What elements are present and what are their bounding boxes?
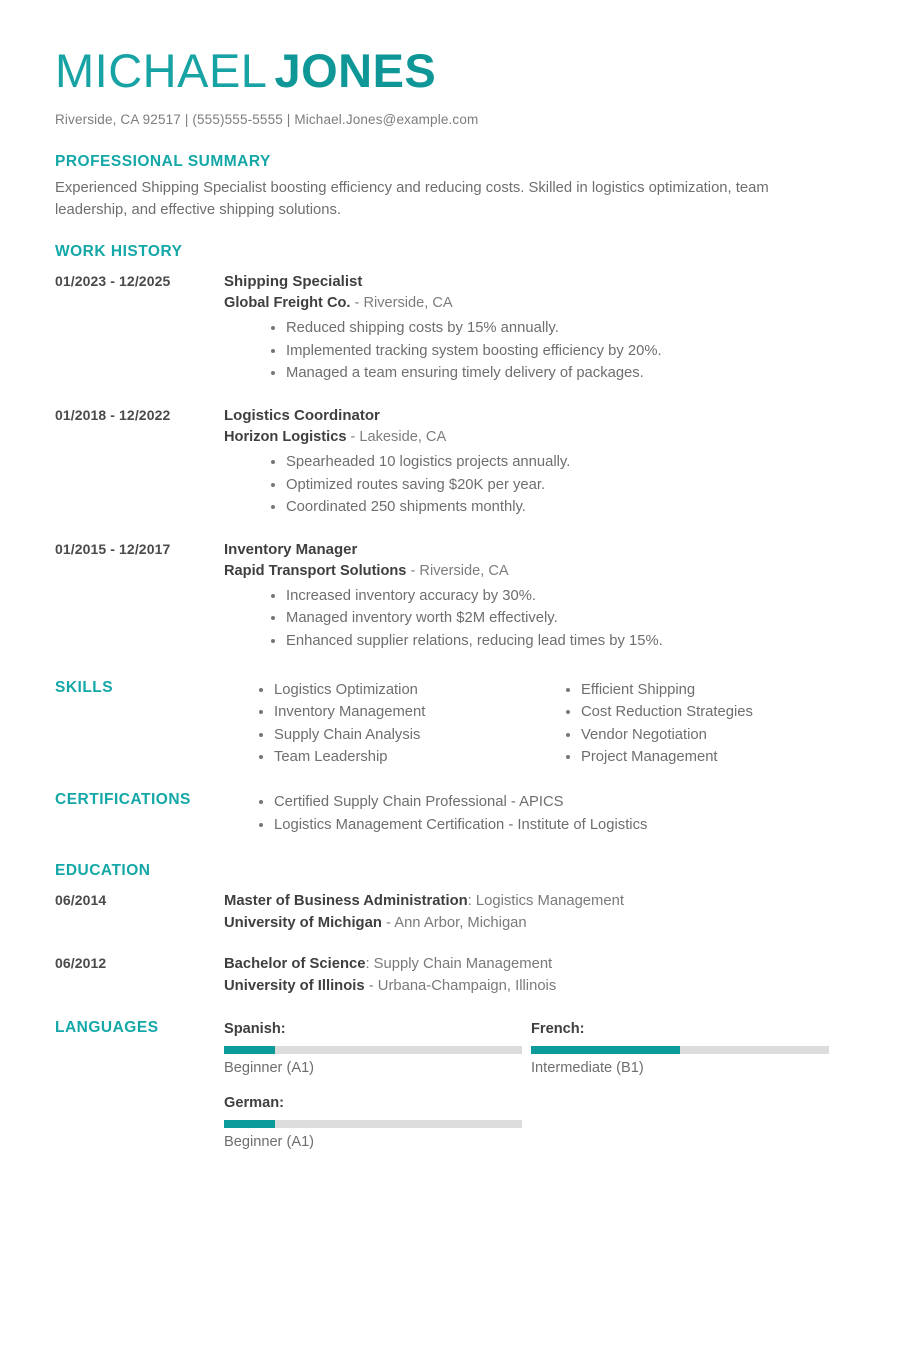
work-entry — [0, 271, 900, 385]
education-date: 06/2012 — [55, 954, 107, 971]
language-proficiency-bar — [224, 1046, 522, 1054]
list-item: Vendor Negotiation — [565, 724, 838, 747]
work-details — [224, 271, 845, 385]
work-dates: 01/2023 - 12/2025 — [55, 273, 171, 290]
list-item: Managed a team ensuring timely delivery of packages. — [270, 362, 845, 385]
work-heading-label: WORK HISTORY — [55, 243, 183, 261]
certifications-list — [224, 791, 845, 836]
language-proficiency-fill — [224, 1046, 275, 1054]
skills-heading-column — [55, 679, 224, 770]
list-item: Logistics Management Certification - Institute of Logistics — [258, 814, 845, 837]
job-title: Inventory Manager — [224, 540, 358, 558]
list-item: Increased inventory accuracy by 30%. — [270, 585, 845, 608]
candidate-name — [55, 46, 845, 96]
list-item: Logistics Optimization — [258, 679, 531, 702]
education-details — [224, 890, 845, 934]
section-heading-education — [0, 862, 900, 880]
education-heading-label: EDUCATION — [55, 862, 151, 880]
school-location: - Urbana-Champaign, Illinois — [364, 977, 557, 994]
job-bullets — [224, 317, 845, 385]
section-heading-summary — [0, 153, 900, 171]
education-details — [224, 953, 845, 997]
language-proficiency-bar — [224, 1120, 522, 1128]
language-proficiency-fill — [224, 1120, 275, 1128]
language-name: Spanish: — [224, 1021, 286, 1038]
list-item: Enhanced supplier relations, reducing lead times by 15%. — [270, 630, 845, 653]
language-proficiency-fill — [531, 1046, 680, 1054]
language-proficiency-bar — [531, 1046, 829, 1054]
list-item: Efficient Shipping — [565, 679, 838, 702]
language-item — [224, 1093, 531, 1153]
summary-text: Experienced Shipping Specialist boosting efficiency and reducing costs. Skilled in logistics optimization, team leadership, and effective shipping solutions. — [55, 179, 769, 218]
language-item — [531, 1019, 838, 1079]
certifications-heading-column — [55, 791, 224, 836]
work-details — [224, 539, 845, 653]
education-entry — [0, 890, 900, 934]
job-bullets — [224, 585, 845, 653]
languages-section — [0, 1019, 900, 1167]
skills-list-1 — [224, 679, 531, 770]
list-item: Inventory Management — [258, 701, 531, 724]
company-name: Global Freight Co. — [224, 294, 351, 311]
list-item: Spearheaded 10 logistics projects annually. — [270, 451, 845, 474]
skills-columns — [224, 679, 845, 770]
skills-column-1 — [224, 679, 531, 770]
last-name: JONES — [274, 44, 437, 97]
list-item: Certified Supply Chain Professional - APICS — [258, 791, 845, 814]
company-name: Horizon Logistics — [224, 428, 347, 445]
list-item: Implemented tracking system boosting efficiency by 20%. — [270, 340, 845, 363]
language-name: German: — [224, 1095, 285, 1112]
skills-list-2 — [531, 679, 838, 770]
job-company-line — [224, 427, 845, 448]
list-item: Optimized routes saving $20K per year. — [270, 474, 845, 497]
first-name: MICHAEL — [55, 44, 268, 97]
list-item: Project Management — [565, 746, 838, 769]
language-level: Beginner (A1) — [224, 1133, 315, 1150]
work-dates: 01/2015 - 12/2017 — [55, 540, 171, 557]
skills-heading-label: SKILLS — [55, 678, 114, 696]
work-details — [224, 405, 845, 519]
degree-line — [224, 890, 845, 912]
language-name: French: — [531, 1021, 585, 1038]
language-item — [224, 1019, 531, 1079]
list-item: Team Leadership — [258, 746, 531, 769]
work-entry — [0, 539, 900, 653]
school-name: University of Illinois — [224, 977, 365, 994]
list-item: Coordinated 250 shipments monthly. — [270, 496, 845, 519]
job-title: Logistics Coordinator — [224, 406, 380, 424]
degree-line — [224, 953, 845, 975]
languages-heading-label: LANGUAGES — [55, 1019, 159, 1037]
school-name: University of Michigan — [224, 915, 382, 932]
school-line — [224, 912, 845, 934]
school-line — [224, 975, 845, 997]
certifications-heading-label: CERTIFICATIONS — [55, 791, 191, 809]
degree-name: Master of Business Administration — [224, 893, 468, 910]
skills-section — [0, 679, 900, 770]
job-company-line — [224, 561, 845, 582]
language-level: Beginner (A1) — [224, 1059, 315, 1076]
language-level: Intermediate (B1) — [531, 1059, 644, 1076]
summary-heading-label: PROFESSIONAL SUMMARY — [55, 152, 271, 170]
company-location: - Riverside, CA — [406, 562, 509, 579]
education-entry — [0, 953, 900, 997]
skills-column-2 — [531, 679, 838, 770]
list-item: Cost Reduction Strategies — [565, 701, 838, 724]
certifications-column — [224, 791, 845, 836]
degree-field: : Supply Chain Management — [365, 955, 553, 972]
languages-heading-column — [55, 1019, 224, 1167]
certifications-list-wrap — [224, 791, 845, 836]
company-name: Rapid Transport Solutions — [224, 562, 407, 579]
company-location: - Riverside, CA — [350, 294, 453, 311]
degree-name: Bachelor of Science — [224, 955, 366, 972]
list-item: Reduced shipping costs by 15% annually. — [270, 317, 845, 340]
school-location: - Ann Arbor, Michigan — [381, 915, 527, 932]
work-entry — [0, 405, 900, 519]
list-item: Managed inventory worth $2M effectively. — [270, 607, 845, 630]
job-company-line — [224, 293, 845, 314]
company-location: - Lakeside, CA — [346, 428, 447, 445]
contact-line: Riverside, CA 92517 | (555)555-5555 | Michael.Jones@example.com — [55, 111, 479, 127]
resume-header — [0, 0, 900, 127]
job-title: Shipping Specialist — [224, 273, 363, 291]
education-date: 06/2014 — [55, 892, 107, 909]
languages-grid — [224, 1019, 845, 1167]
section-heading-work — [0, 243, 900, 261]
work-dates: 01/2018 - 12/2022 — [55, 406, 171, 423]
certifications-section — [0, 791, 900, 836]
list-item: Supply Chain Analysis — [258, 724, 531, 747]
degree-field: : Logistics Management — [467, 893, 624, 910]
job-bullets — [224, 451, 845, 519]
